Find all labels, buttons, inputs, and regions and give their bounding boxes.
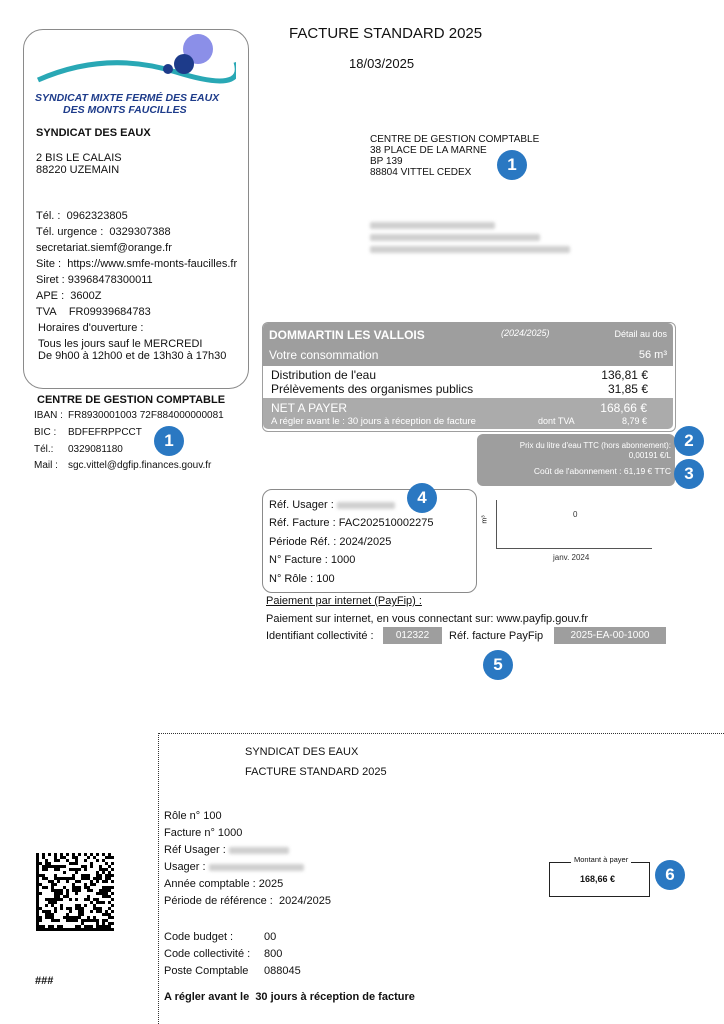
conso-value: 56 m³ <box>638 349 667 361</box>
stub-annee: Année comptable : 2025 <box>164 878 284 890</box>
invoice-title: FACTURE STANDARD 2025 <box>289 25 483 42</box>
org-ape: APE : 3600Z <box>36 290 102 302</box>
org-site[interactable]: Site : https://www.smfe-monts-faucilles.fr <box>36 258 238 270</box>
annotation-badge-5: 5 <box>483 650 513 680</box>
tva-value: 8,79 € <box>621 416 647 426</box>
cgc-iban: FR8930001003 72F884000000081 <box>68 410 224 421</box>
cgc-iban-label: IBAN : <box>34 410 63 421</box>
prel-value: 31,85 € <box>607 382 648 396</box>
dist-label: Distribution de l'eau <box>271 368 377 382</box>
stub-hash: ### <box>35 975 54 987</box>
recipient-line2: 38 PLACE DE LA MARNE <box>370 145 487 156</box>
mini-chart-xaxis <box>496 548 652 549</box>
detail-au-dos: Détail au dos <box>614 329 667 339</box>
due-label: A régler avant le : 30 jours à réception de facture <box>271 416 476 427</box>
stub-budget: 00 <box>264 931 277 943</box>
payfip-text[interactable]: Paiement sur internet, en vous connectant sur: www.payfip.gouv.fr <box>266 613 589 625</box>
stub-amount-label: Montant à payer <box>571 855 631 864</box>
stub-collectivite-label: Code collectivité : <box>164 948 251 960</box>
annotation-badge-3: 3 <box>674 459 704 489</box>
summary-header <box>263 323 673 366</box>
abonnement-cost: Coût de l'abonnement : 61,19 € TTC <box>533 466 671 476</box>
payfip-title: Paiement par internet (PayFip) : <box>266 595 422 607</box>
org-tel: Tél. : 0962323805 <box>36 210 128 222</box>
stub-collectivite: 800 <box>264 948 283 960</box>
net-a-payer-row <box>263 398 673 429</box>
stub-usager: Usager : <box>164 861 304 873</box>
stub-ref-usager: Réf Usager : <box>164 844 289 856</box>
ref-usager: Réf. Usager : <box>269 499 395 511</box>
payfip-ref-value: 2025-EA-00-1000 <box>554 627 666 644</box>
payfip-id-value: 012322 <box>383 627 442 644</box>
org-address2: 88220 UZEMAIN <box>36 164 120 176</box>
org-urgence: Tél. urgence : 0329307388 <box>36 226 171 238</box>
stub-budget-label: Code budget : <box>164 931 234 943</box>
conso-label: Votre consommation <box>269 348 379 362</box>
commune-name: DOMMARTIN LES VALLOIS <box>269 328 425 342</box>
stub-role: Rôle n° 100 <box>164 810 222 822</box>
recipient-line1: CENTRE DE GESTION COMPTABLE <box>370 134 540 145</box>
cgc-tel: 0329081180 <box>68 444 123 455</box>
payfip-id-label: Identifiant collectivité : <box>266 630 374 642</box>
stub-title: FACTURE STANDARD 2025 <box>245 766 387 778</box>
stub-facture: Facture n° 1000 <box>164 827 243 839</box>
org-hours-label: Horaires d'ouverture : <box>38 322 144 334</box>
org-address1: 2 BIS LE CALAIS <box>36 152 122 164</box>
recipient-line4: 88804 VITTEL CEDEX <box>370 167 472 178</box>
ref-num-facture: N° Facture : 1000 <box>269 554 356 566</box>
org-name: SYNDICAT DES EAUX <box>36 127 151 139</box>
cgc-bic: BDFEFRPPCCT <box>68 427 142 438</box>
org-hours-line1: Tous les jours sauf le MERCREDI <box>38 338 203 350</box>
stub-due: A régler avant le 30 jours à réception de facture <box>164 991 415 1003</box>
annotation-badge-6: 6 <box>655 860 685 890</box>
org-email[interactable]: secretariat.siemf@orange.fr <box>36 242 172 254</box>
cgc-tel-label: Tél.: <box>34 444 54 455</box>
summary-period: (2024/2025) <box>501 328 550 338</box>
logo-line1: SYNDICAT MIXTE FERMÉ DES EAUX <box>35 92 220 104</box>
mini-chart-yaxis <box>496 500 497 548</box>
stub-top-border <box>158 733 724 734</box>
ref-num-role: N° Rôle : 100 <box>269 573 335 585</box>
logo-line2: DES MONTS FAUCILLES <box>63 104 187 116</box>
cgc-bic-label: BIC : <box>34 427 57 438</box>
annotation-badge-4: 4 <box>407 483 437 513</box>
tva-label: dont TVA <box>538 416 575 426</box>
stub-amount: 168,66 € <box>580 874 616 884</box>
price-litre-value: 0,00191 €/L <box>628 451 671 460</box>
mini-chart-value: 0 <box>573 510 578 519</box>
invoice-date: 18/03/2025 <box>349 56 415 71</box>
price-litre-label: Prix du litre d'eau TTC (hors abonnement): <box>519 441 671 450</box>
annotation-badge-2: 2 <box>674 426 704 456</box>
stub-periode: Période de référence : 2024/2025 <box>164 895 331 907</box>
mini-chart-xlabel: janv. 2024 <box>553 553 590 562</box>
stub-org: SYNDICAT DES EAUX <box>245 746 359 758</box>
datamatrix-code <box>36 853 114 931</box>
ref-usager-redacted <box>337 502 395 509</box>
org-hours-line2: De 9h00 à 12h00 et de 13h30 à 17h30 <box>38 350 227 362</box>
stub-ref-usager-redacted <box>229 847 289 854</box>
stub-usager-redacted <box>209 864 304 871</box>
recipient-line3: BP 139 <box>370 156 403 167</box>
ref-periode: Période Réf. : 2024/2025 <box>269 536 392 548</box>
dist-value: 136,81 € <box>601 368 648 382</box>
cgc-mail-label: Mail : <box>34 460 58 471</box>
customer-address-redacted <box>370 222 570 253</box>
org-tva: TVA FR09939684783 <box>36 306 151 318</box>
price-info-box <box>477 434 675 486</box>
stub-left-border <box>158 733 159 1024</box>
org-logo <box>36 32 236 94</box>
org-siret: Siret : 93968478300011 <box>36 274 153 286</box>
cgc-title: CENTRE DE GESTION COMPTABLE <box>37 394 226 406</box>
payfip-ref-label: Réf. facture PayFip <box>449 630 544 642</box>
net-label: NET A PAYER <box>271 401 348 415</box>
prel-label: Prélèvements des organismes publics <box>271 382 474 396</box>
stub-poste: 088045 <box>264 965 301 977</box>
stub-poste-label: Poste Comptable <box>164 965 249 977</box>
mini-chart-unit: m³ <box>481 515 489 524</box>
net-value: 168,66 € <box>600 401 647 415</box>
cgc-mail[interactable]: sgc.vittel@dgfip.finances.gouv.fr <box>68 460 212 471</box>
annotation-badge-1b: 1 <box>154 426 184 456</box>
ref-facture: Réf. Facture : FAC202510002275 <box>269 517 434 529</box>
annotation-badge-1a: 1 <box>497 150 527 180</box>
